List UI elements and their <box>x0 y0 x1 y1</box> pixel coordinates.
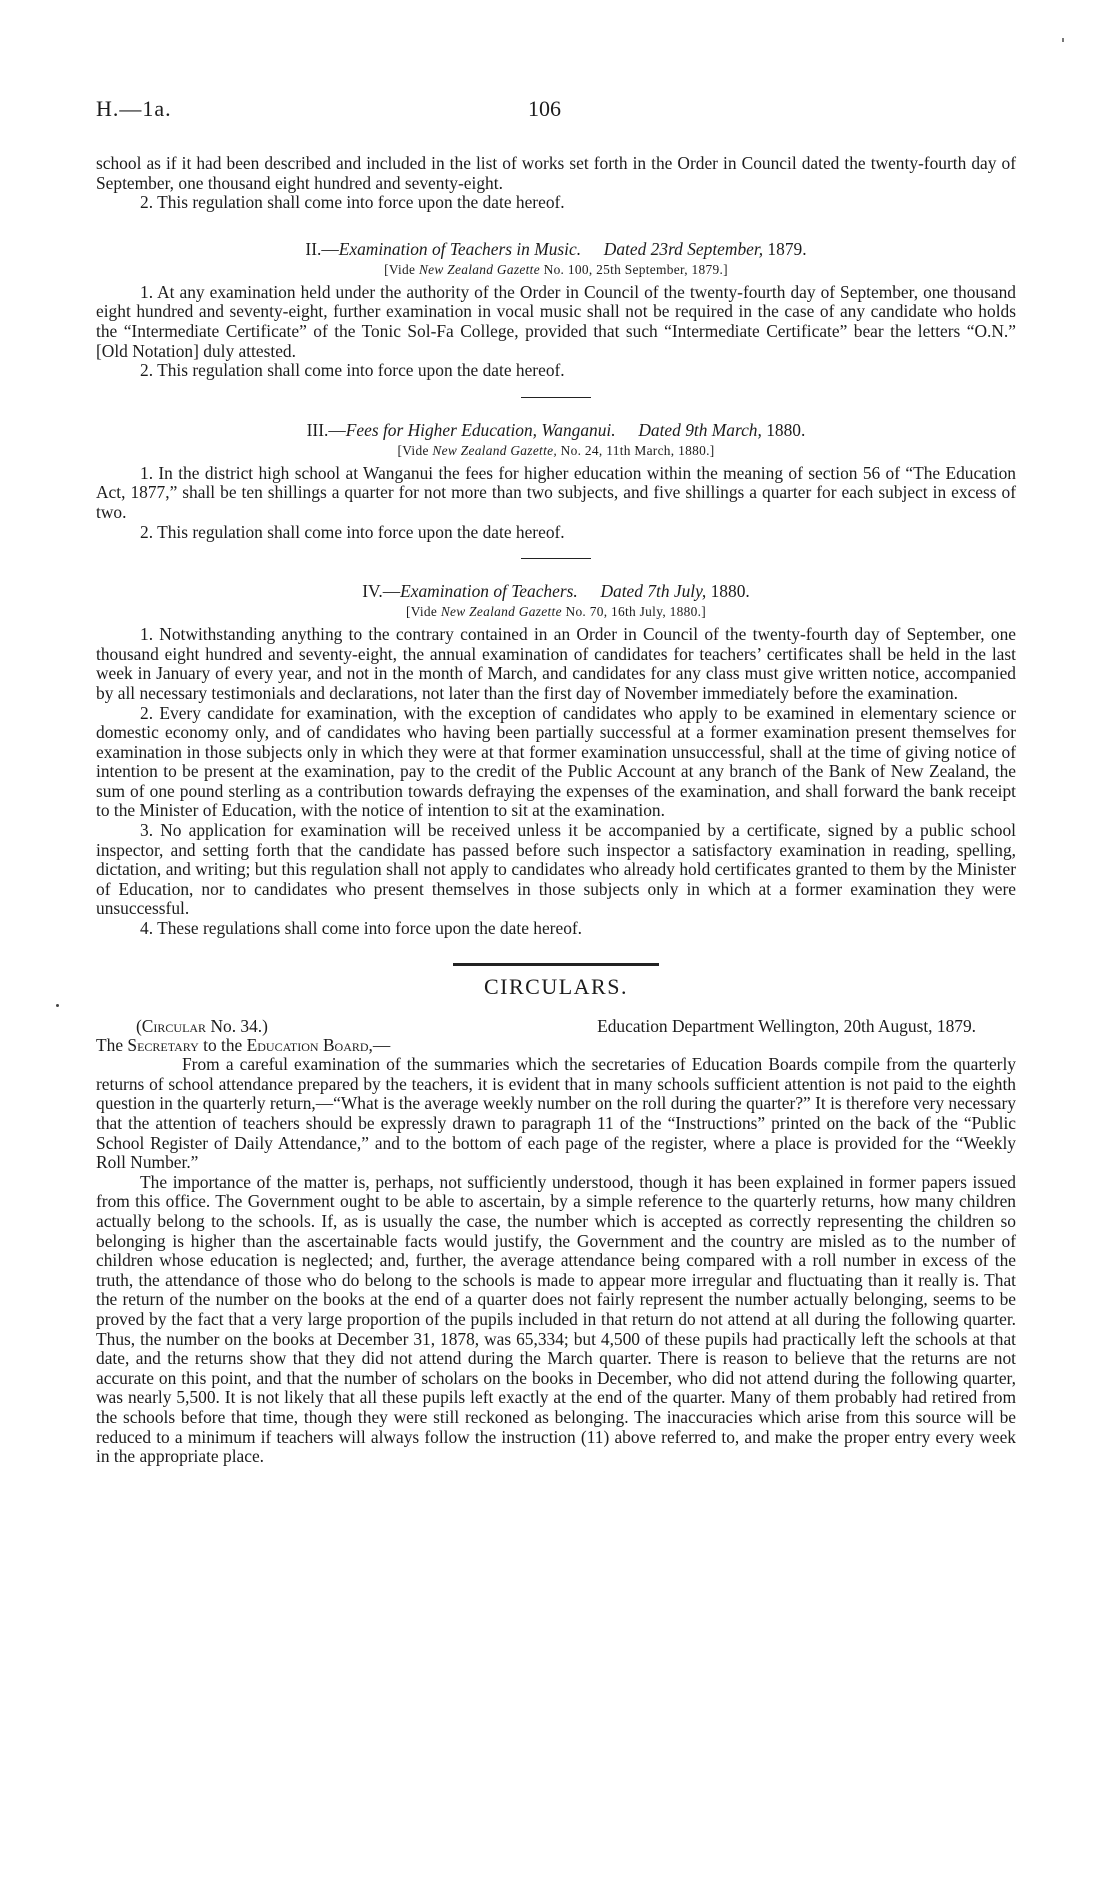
scan-speck <box>1062 38 1064 42</box>
section-2-gazette-reference <box>96 261 1016 279</box>
vide-label: [Vide <box>384 261 416 277</box>
gazette-name: New Zealand Gazette, <box>432 442 557 458</box>
section-3-numeral: III.— <box>306 419 346 440</box>
section-4-date: 7th July, <box>647 581 707 602</box>
section-2-date: 23rd September, <box>650 238 764 259</box>
section-4-paragraph-4: 4. These regulations shall come into force upon the date hereof. <box>140 918 583 939</box>
section-divider <box>521 397 591 398</box>
page-number: 106 <box>528 96 561 121</box>
circular-origin: Education Department Wellington, 20th August, 1879. <box>597 1015 976 1036</box>
gazette-issue: No. 70, 16th July, 1880.] <box>565 604 707 620</box>
section-4-year: 1880. <box>710 581 750 602</box>
section-divider <box>521 558 591 559</box>
intro-paragraph-2: 2. This regulation shall come into force upon the date hereof. <box>140 192 565 213</box>
section-2-dated-label: Dated <box>603 238 647 259</box>
section-3-title: Fees for Higher Education, Wanganui. <box>345 419 616 440</box>
vide-label: [Vide <box>397 442 429 458</box>
vide-label: [Vide <box>405 604 438 620</box>
section-2-paragraph-1: 1. At any examination held under the authority of the Order in Council of the twenty-fourth day of September, one thousand eight hundred and seventy-eight, further examination in vocal music shall not be required in the case of any candidate who holds the “Intermediate Certificate” of the Tonic Sol-Fa College, provided that such “Intermediate Certificate” bear the letters “O.N.” [Old Notation] duly attested. <box>96 281 1016 361</box>
gazette-issue: No. 24, 11th March, 1880.] <box>560 442 715 458</box>
section-3-heading <box>96 420 1016 440</box>
addressee-the: The <box>96 1034 124 1055</box>
paren: ( <box>136 1015 142 1036</box>
section-2-paragraph-2: 2. This regulation shall come into force upon the date hereof. <box>140 360 565 381</box>
section-4-paragraph-2: 2. Every candidate for examination, with the exception of candidates who apply to be examined in elementary science or domestic economy only, and of candidates who having been partially successful at a former examination present themselves for examination in those subjects only in which they were at that former examination unsuccessful, shall at the time of giving notice of intention to be present at the examination, pay to the credit of the Public Account at any branch of the Bank of New Zealand, the sum of one pound sterling as a contribution towards defraying the expenses of the examination, and shall forward the bank receipt to the Minister of Education, with the notice of intention to sit at the examination. <box>96 702 1016 821</box>
gazette-name: New Zealand Gazette <box>440 604 562 620</box>
circular-paragraph-2: The importance of the matter is, perhaps, not sufficiently understood, though it has been explained in former papers issued from this office. The Government ought to be able to ascertain, by a simple reference to the quarterly returns, how many children actually belong to the schools. If, as is usually the case, the number which is accepted as correctly representing the children so belonging is higher than the ascertainable facts would justify, the Government and the country are misled as to the number of children whose education is neglected; and, further, the average attendance being compared with a roll number in excess of the truth, the attendance of those who do belong to the schools is made to appear more irregular and fluctuating than it really is. That the return of the number on the books at the end of a quarter does not fairly represent the number actually belonging, seems to be proved by the fact that a very large proportion of the pupils included in that return do not attend at all during the following quarter. Thus, the number on the books at December 31, 1878, was 65,334; but 4,500 of these pupils had practically left the schools at that date, and the returns show that they did not attend during the March quarter. There is reason to believe that the returns are not accurate on this point, and that the number of scholars on the books in December, who did not attend during the following quarter, was nearly 5,500. It is not likely that all these pupils left exactly at the end of the quarter. Many of them probably had retired from the schools before that time, though they were still reckoned as belonging. The inaccuracies which arise from this source will be reduced to a minimum if teachers will always follow the instruction (11) above referred to, and make the proper entry every week in the appropriate place. <box>96 1171 1016 1467</box>
section-3-gazette-reference <box>96 442 1016 460</box>
circulars-title: CIRCULARS. <box>484 973 628 999</box>
document-reference: H.—1a. <box>96 96 172 121</box>
gazette-issue: No. 100, 25th September, 1879.] <box>543 261 728 277</box>
section-4-title: Examination of Teachers. <box>400 581 578 602</box>
section-4-paragraph-1: 1. Notwithstanding anything to the contrary contained in an Order in Council of the twenty-fourth day of September, one thousand eight hundred and seventy-eight, the annual examination of candidates for teachers’ certificates shall be held in the last week in January of every year, and not in the month of March, and candidates for any class must give written notice, accompanied by all necessary testimonials and declarations, not later than the first day of November immediately before the examination. <box>96 624 1016 703</box>
section-2-numeral: II.— <box>305 238 339 259</box>
circular-paragraph-1: From a careful examination of the summaries which the secretaries of Education Boards compile from the quarterly returns of school attendance prepared by the teachers, it is evident that in many schools sufficient attention is not paid to the eighth question in the quarterly return,—“What is the average weekly number on the roll during the quarter?” It is therefore very necessary that the attention of teachers should be expressly drawn to paragraph 11 of the “Instructions” printed on the back of the “Public School Register of Daily Attendance,” and to the bottom of each page of the register, where a place is provided for the “Weekly Roll Number.” <box>96 1054 1016 1173</box>
circulars-divider <box>453 963 659 966</box>
addressee-board: Education Board <box>246 1034 369 1055</box>
section-2-title: Examination of Teachers in Music. <box>338 238 582 259</box>
margin-dot <box>56 1004 59 1007</box>
section-4-paragraph-3: 3. No application for examination will be received unless it be accompanied by a certificate, signed by a public school inspector, and setting forth that the candidate has passed before such inspector a satisfactory examination in reading, spelling, dictation, and writing; but this regulation shall not apply to candidates who already hold certificates granted to them by the Minister of Education, nor to candidates who present themselves in those subjects only in which at a former examination they were unsuccessful. <box>96 820 1016 919</box>
intro-paragraph-1: school as if it had been described and included in the list of works set forth in the Order in Council dated the twenty-fourth day of September, one thousand eight hundred and seventy-eight. <box>96 153 1016 193</box>
page-header <box>96 96 1016 130</box>
section-4-dated-label: Dated <box>600 581 643 602</box>
circular-number <box>136 1016 268 1036</box>
section-2-heading <box>96 239 1016 259</box>
section-4-numeral: IV.— <box>362 581 401 602</box>
circular-header-line <box>96 1016 1016 1036</box>
section-3-paragraph-1: 1. In the district high school at Wanganui the fees for higher education within the meaning of section 56 of “The Education Act, 1877,” shall be ten shillings a quarter for not more than two subjects, and five shillings a quarter for each subject in excess of two. <box>96 462 1016 522</box>
section-3-paragraph-2: 2. This regulation shall come into force upon the date hereof. <box>140 521 565 542</box>
circular-addressee <box>96 1036 1016 1056</box>
section-4-heading <box>96 581 1016 601</box>
gazette-name: New Zealand Gazette <box>418 261 540 277</box>
addressee-secretary: Secretary <box>127 1034 199 1055</box>
circular-number-value: No. 34.) <box>210 1015 268 1036</box>
section-3-date: 9th March, <box>685 419 762 440</box>
section-3-year: 1880. <box>766 419 806 440</box>
circular-word: Circular <box>141 1015 207 1036</box>
addressee-to: to the <box>203 1034 243 1055</box>
section-2-year: 1879. <box>767 238 807 259</box>
section-4-gazette-reference <box>96 603 1016 621</box>
addressee-end: ,— <box>368 1034 391 1055</box>
section-3-dated-label: Dated <box>638 419 681 440</box>
page-body <box>96 154 1016 1467</box>
